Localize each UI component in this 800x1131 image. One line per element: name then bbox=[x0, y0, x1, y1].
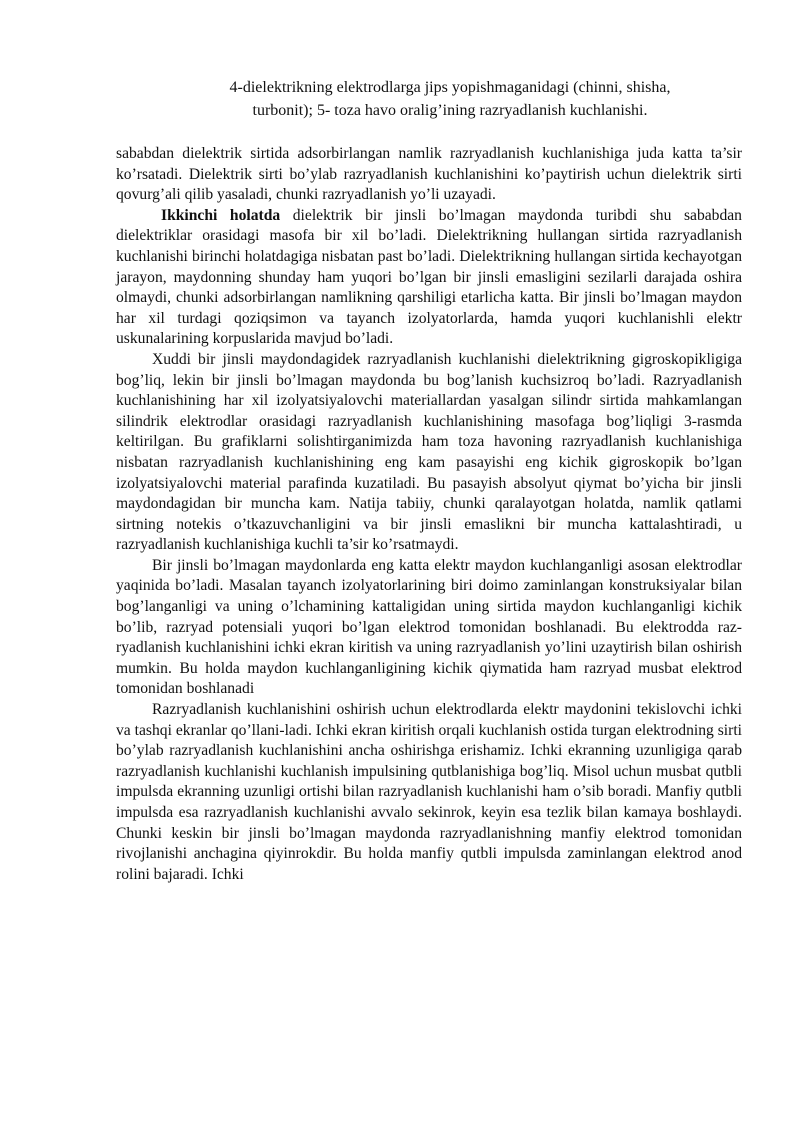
caption-line-1: 4-dielektrikning elektrodlarga jips yopishmaganidagi (chinni, shisha, bbox=[229, 79, 671, 96]
body-text bbox=[116, 144, 742, 885]
paragraph-2-text: dielektrik bir jinsli bo’lmagan maydonda turibdi shu sababdan dielektriklar orasidagi masofa bir xil bo’ladi. Dielektrikning hullangan sirtida razryadlanish kuchlanishi birinchi holatdagiga nisbatan past bo’ladi. Dielektrikning hullangan sirtida kechayotgan jarayon, maydonning shunday ham yuqori bo’lgan bir jinsli emasligini sezilarli darajada oshira olmaydi, chunki adsorbirlangan namlikning qarshiligi etarlicha katta. Bir jinsli bo’lmagan maydon har xil turdagi qoziqsimon va tayanch izolyatorlarda, hamda yuqori kuchlanishli elektr uskunalarining korpuslarida mavjud bo’ladi. bbox=[116, 206, 742, 348]
paragraph-2-bold-lead: Ikkinchi holatda bbox=[161, 206, 281, 224]
paragraph-5: Razryadlanish kuchlanishini oshirish uchun elektrodlarda elektr maydonini tekislovchi ichki va tashqi ekranlar qo’llani-ladi. Ichki ekran kiritish orqali kuchlanish ostida turgan elektrodning sirti bo’ylab razryadlanish kuchlanishini ancha oshirishga erishamiz. Ichki ekranning uzunligiga qarab razryadlanish kuchlanishi kuchlanish impulsining qutblanishiga bog’liq. Misol uchun musbat qutbli impulsda ekranning uzunligi ortishi bilan razryadlanish kuchlanishi ham o’sib boradi. Manfiy qutbli impulsda esa razryadlanish kuchlanishi avvalo sekinrok, keyin esa tezlik bilan kamaya boshlaydi. Chunki keskin bir jinsli bo’lmagan maydonda razryadlanishning manfiy elektrod tomonidan rivojlanishi anchagina qiyinrokdir. Bu holda manfiy qutbli impulsda zaminlangan elektrod anod rolini bajaradi. Ichki bbox=[116, 701, 742, 883]
paragraph-4: Bir jinsli bo’lmagan maydonlarda eng katta elektr maydon kuchlanganligi asosan elektrodlar yaqinida bo’ladi. Masalan tayanch izolyatorlarining biri doimo zaminlangan konstruksiyalar bilan bog’langanligi va uning o’lchamining kattaligidan uning sirtida maydon kuchlanganligi kichik bo’lib, razryad potensiali yuqori bo’lgan elektrod tomonidan boshlanadi. Bu elektrodda raz-ryadlanish kuchlanishini ichki ekran kiritish va uning razryadlanish yo’lini uzaytirish bilan oshirish mumkin. Bu holda maydon kuchlanganligining kichik qiymatida ham razryad musbat elektrod tomonidan boshlanadi bbox=[116, 556, 742, 698]
paragraph-3: Xuddi bir jinsli maydondagidek razryadlanish kuchlanishi dielektrikning gigroskopikligiga bog’liq, lekin bir jinsli bo’lmagan maydonda bu bog’lanish kuchsizroq bo’ladi. Razryadlanish kuchlanishining har xil izolyatsiyalovchi materiallardan yasalgan silindr sirtida mahkamlangan silindrik elektrodlar orasidagi razryadlanish kuchlanishining masofaga bog’liqligi 3-rasmda keltirilgan. Bu grafiklarni solishtirganimizda ham toza havoning razryadlanish kuchlanishiga nisbatan razryadlanish kuchlanishining eng kam pasayishi eng kichik gigroskopik bo’lgan izolyatsiyalovchi material parafinda kuzatiladi. Bu pasayish absolyut qiymat bo’yicha bir jinsli maydondagidan bir muncha kam. Natija tabiiy, chunki qaralayotgan holatda, namlik qatlami sirtning notekis o’tkazuvchanligini va bir jinsli emaslikni bir muncha kattalashtiradi, u razryadlanish kuchlanishiga kuchli ta’sir ko’rsatmaydi. bbox=[116, 350, 742, 554]
paragraph-2 bbox=[116, 206, 742, 350]
caption-line-2: turbonit); 5- toza havo oralig’ining razryadlanish kuchlanishi. bbox=[252, 102, 648, 119]
figure-caption bbox=[150, 76, 750, 122]
paragraph-1: sababdan dielektrik sirtida adsorbirlangan namlik razryadlanish kuchlanishiga juda katta ta’sir ko’rsatadi. Dielektrik sirti bo’ylab razryadlanish kuchlanishini ko’paytirish uchun dielektrik sirti qovurg’ali qilib yasaladi, chunki razryadlanish yo’li uzayadi. bbox=[116, 145, 742, 204]
